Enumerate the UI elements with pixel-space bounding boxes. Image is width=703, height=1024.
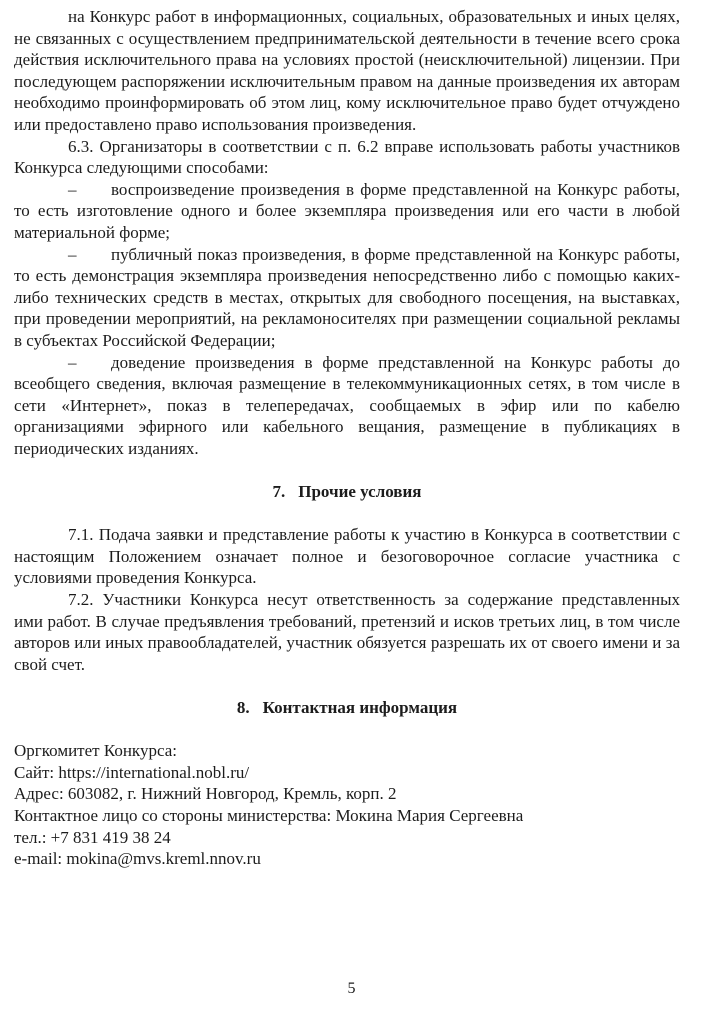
section-8-heading <box>14 697 680 719</box>
paragraph-7-1: 7.1. Подача заявки и представление работы к участию в Конкурса в соответствии с настоящим Положением означает полное и безоговорочное согласие участника с условиями проведения Конкурса. <box>14 525 680 588</box>
contact-line-contact-person: Контактное лицо со стороны министерства: Мокина Мария Сергеевна <box>14 805 524 825</box>
section-8-number: 8. <box>236 698 250 717</box>
paragraph-license-continuation: на Конкурс работ в информационных, социальных, образовательных и иных целях, не связанных с осуществлением предпринимательской деятельности в течение всего срока действия исключительного права на условиях простой (неисключительной) лицензии. При последующем распоряжении исключительным правом на данные произведения их авторам необходимо проинформировать об этом лиц, кому исключительное право будет отчуждено или предоставлено право использования произведения. <box>14 7 680 134</box>
contact-line-email: e-mail: mokina@mvs.kreml.nnov.ru <box>14 849 261 869</box>
section-7-heading <box>14 481 680 503</box>
section-7-title: Прочие условия <box>298 482 422 502</box>
section-7-number: 7. <box>272 482 286 502</box>
paragraph-6-3: 6.3. Организаторы в соответствии с п. 6.2 вправе использовать работы участников Конкурса следующими способами: <box>14 136 680 178</box>
contact-line-address: Адрес: 603082, г. Нижний Новгород, Кремль, корп. 2 <box>14 784 397 804</box>
list-item-reproduction <box>14 179 680 244</box>
list-item-text: публичный показ произведения, в форме представленной на Конкурс работы, то есть демонстрация экземпляра произведения непосредственно либо с помощью каких-либо технических средств в местах, открытых для свободного посещения, на выставках, при проведении мероприятий, на рекламоносителях при размещении социальной рекламы в субъектах Российской Федерации; <box>14 244 680 350</box>
list-item-text: доведение произведения в форме представленной на Конкурс работы до всеобщего сведения, включая размещение в телекоммуникационных сетях, в том числе в сети «Интернет», показ в телепередачах, сообщаемых в эфир или по кабелю организациями эфирного или кабельного вещания, размещение в публикациях в периодических изданиях. <box>14 352 680 458</box>
contact-line-phone: тел.: +7 831 419 38 24 <box>14 827 171 847</box>
list-item-text: воспроизведение произведения в форме представленной на Конкурс работы, то есть изготовление одного и более экземпляра произведения или его части в любой материальной форме; <box>14 179 680 242</box>
list-item-public-display <box>14 244 680 352</box>
section-8-title: Контактная информация <box>262 698 458 717</box>
contact-block <box>14 740 680 870</box>
dash-marker: – <box>68 352 77 372</box>
dash-marker: – <box>68 179 77 199</box>
paragraph-7-2: 7.2. Участники Конкурса несут ответственность за содержание представленных ими работ. В случае предъявления требований, претензий и исков третьих лиц, в том числе авторов или иных правообладателей, участник обязуется разрешать их от своего имени и за свой счет. <box>14 590 680 674</box>
contact-line-website: Сайт: https://international.nobl.ru/ <box>14 762 250 782</box>
contact-line-org-committee: Оргкомитет Конкурса: <box>14 741 177 761</box>
dash-marker: – <box>68 244 77 264</box>
page-number: 5 <box>347 980 356 997</box>
list-item-public-availability <box>14 352 680 460</box>
